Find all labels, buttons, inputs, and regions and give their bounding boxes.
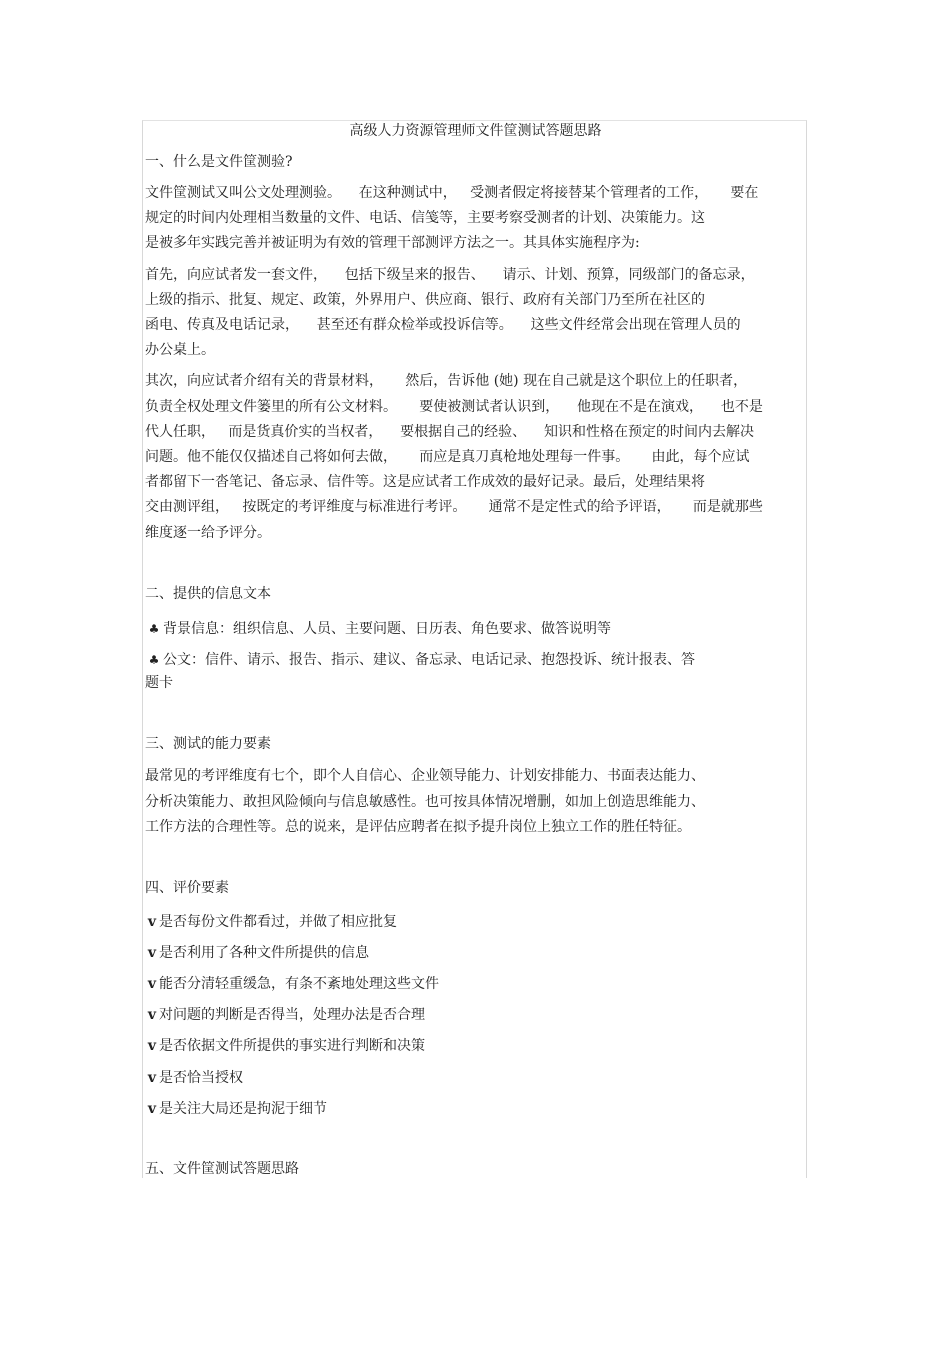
- s4-item-3: [145, 975, 439, 993]
- s4-item-5-text: 是否依据文件所提供的事实进行判断和决策: [159, 1038, 425, 1054]
- s4-item-6: [145, 1069, 243, 1087]
- check-mark-icon: v: [147, 1007, 157, 1023]
- s1-p1-line-1: 文件筐测试又叫公文处理测验。 在这种测试中， 受测者假定将接替某个管理者的工作， 要在: [145, 185, 759, 201]
- s4-item-1-text: 是否每份文件都看过，并做了相应批复: [159, 914, 397, 930]
- check-mark-icon: v: [147, 1101, 157, 1117]
- s4-item-6-text: 是否恰当授权: [159, 1070, 243, 1086]
- s4-item-5: [145, 1037, 425, 1055]
- s4-item-1: [145, 913, 397, 931]
- check-mark-icon: v: [147, 914, 157, 930]
- s2-bullet-2-text: 公文：信件、请示、报告、指示、建议、备忘录、电话记录、抱怨投诉、统计报表、答: [163, 652, 695, 668]
- check-mark-icon: v: [147, 1038, 157, 1054]
- s1-p2-line-4: 办公桌上。: [145, 342, 215, 358]
- section-1-heading: 一、什么是文件筐测验?: [145, 154, 293, 170]
- s1-p3-line-5: 者都留下一沓笔记、备忘录、信件等。这是应试者工作成效的最好记录。最后，处理结果将: [145, 474, 705, 490]
- s1-p2-line-2: 上级的指示、批复、规定、政策，外界用户、供应商、银行、政府有关部门乃至所在社区的: [145, 292, 705, 308]
- s2-bullet-2-cont: 题卡: [145, 675, 173, 691]
- s1-p1-line-2: 规定的时间内处理相当数量的文件、电话、信笺等，主要考察受测者的计划、决策能力。这: [145, 210, 705, 226]
- section-4-heading: 四、评价要素: [145, 880, 229, 896]
- check-mark-icon: v: [147, 976, 157, 992]
- s4-item-2: [145, 944, 369, 962]
- check-mark-icon: v: [147, 945, 157, 961]
- check-mark-icon: v: [147, 1070, 157, 1086]
- s1-p2-line-3: 函电、传真及电话记录， 甚至还有群众检举或投诉信等。 这些文件经常会出现在管理人员的: [145, 317, 741, 333]
- s3-line-3: 工作方法的合理性等。总的说来，是评估应聘者在拟予提升岗位上独立工作的胜任特征。: [145, 819, 691, 835]
- s4-item-7-text: 是关注大局还是拘泥于细节: [159, 1101, 327, 1117]
- s1-p1-line-3: 是被多年实践完善并被证明为有效的管理干部测评方法之一。其具体实施程序为:: [145, 235, 640, 251]
- s4-item-3-text: 能否分清轻重缓急，有条不紊地处理这些文件: [159, 976, 439, 992]
- club-bullet-icon: ♣: [148, 622, 160, 636]
- s2-bullet-1: [145, 620, 611, 638]
- s4-item-2-text: 是否利用了各种文件所提供的信息: [159, 945, 369, 961]
- s1-p3-line-2: 负责全权处理文件篓里的所有公文材料。 要使被测试者认识到， 他现在不是在演戏， 也不是: [145, 399, 763, 415]
- s3-line-1: 最常见的考评维度有七个，即个人自信心、企业领导能力、计划安排能力、书面表达能力、: [145, 768, 705, 784]
- s1-p3-line-1: 其次，向应试者介绍有关的背景材料， 然后，告诉他 (她) 现在自己就是这个职位上的任职者，: [145, 373, 748, 389]
- section-5-heading: 五、文件筐测试答题思路: [145, 1161, 299, 1177]
- club-bullet-icon: ♣: [148, 653, 160, 667]
- s4-item-4-text: 对问题的判断是否得当，处理办法是否合理: [159, 1007, 425, 1023]
- s1-p3-line-7: 维度逐一给予评分。: [145, 525, 271, 541]
- s2-bullet-2: [145, 651, 695, 669]
- s2-bullet-1-text: 背景信息：组织信息、人员、主要问题、日历表、角色要求、做答说明等: [163, 621, 611, 637]
- section-3-heading: 三、测试的能力要素: [145, 736, 271, 752]
- section-2-heading: 二、提供的信息文本: [145, 586, 271, 602]
- s3-line-2: 分析决策能力、敢担风险倾向与信息敏感性。也可按具体情况增删，如加上创造思维能力、: [145, 794, 705, 810]
- s1-p3-line-6: 交由测评组， 按既定的考评维度与标准进行考评。 通常不是定性式的给予评语， 而是就那些: [145, 499, 763, 515]
- s1-p3-line-4: 问题。他不能仅仅描述自己将如何去做， 而应是真刀真枪地处理每一件事。 由此，每个应试: [145, 449, 750, 465]
- s4-item-7: [145, 1100, 327, 1118]
- document-title: 高级人力资源管理师文件筐测试答题思路: [349, 123, 602, 139]
- s1-p3-line-3: 代人任职， 而是货真价实的当权者， 要根据自己的经验、 知识和性格在预定的时间内去解决: [145, 424, 754, 440]
- s4-item-4: [145, 1006, 425, 1024]
- s1-p2-line-1: 首先，向应试者发一套文件， 包括下级呈来的报告、 请示、计划、预算，同级部门的备忘录，: [145, 267, 755, 283]
- document-page: [142, 120, 807, 1178]
